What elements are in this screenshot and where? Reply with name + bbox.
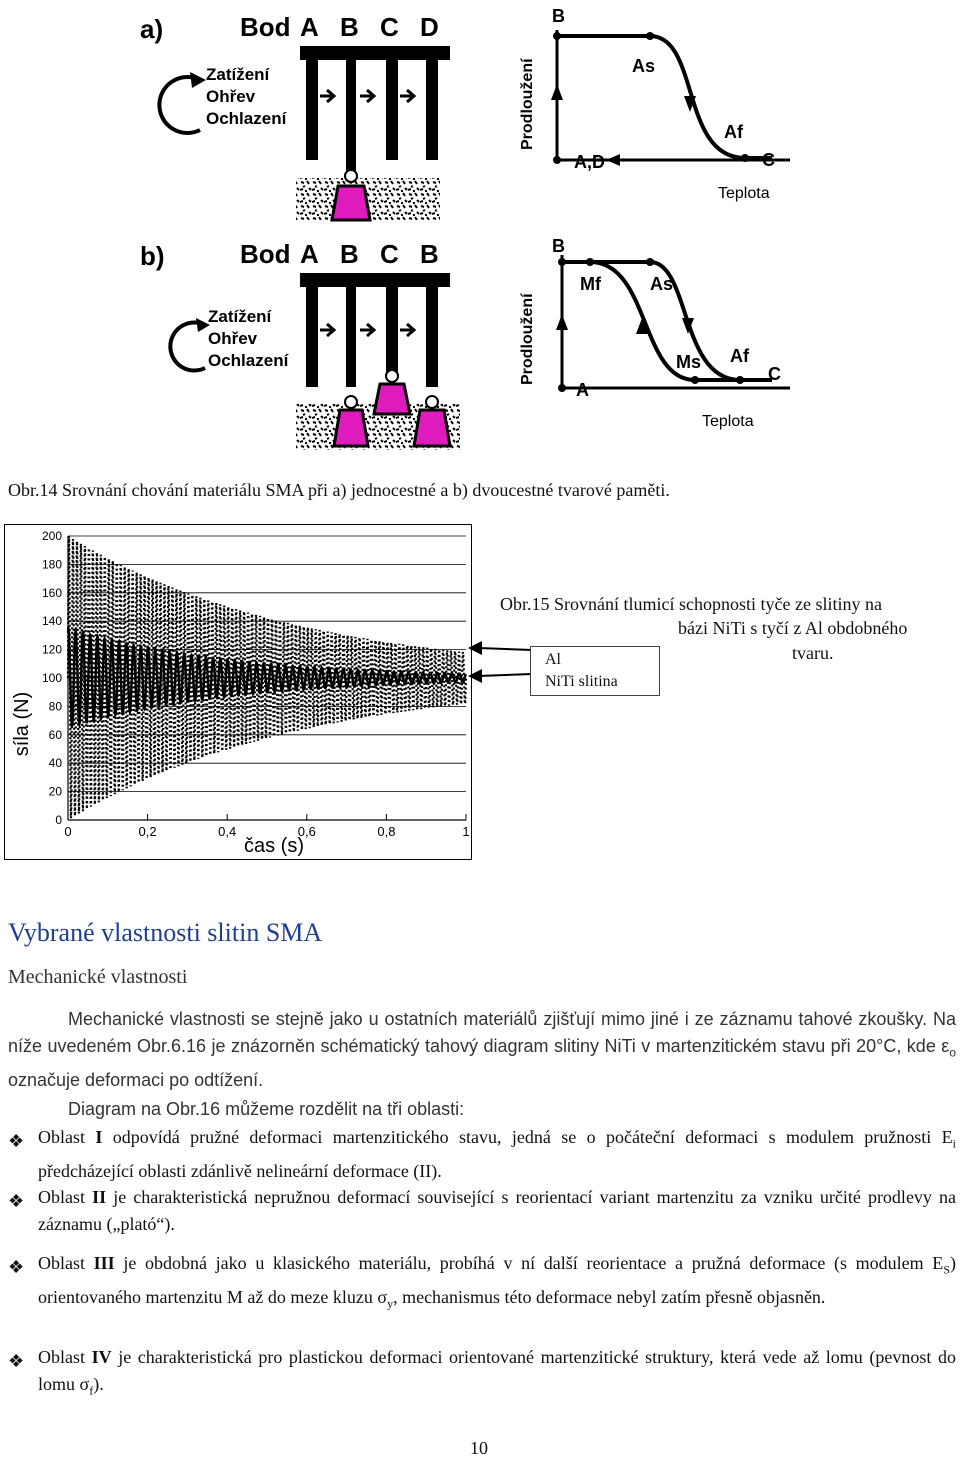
fig14a-graph-b: B (552, 6, 565, 26)
fig14a-graph-c: C (762, 150, 775, 170)
chart15-ytick: 180 (41, 557, 62, 572)
legend-al: Al (545, 651, 561, 668)
fig14a-graph-as: As (632, 56, 656, 76)
bullet-2-mark-icon: ❖ (8, 1191, 25, 1211)
chart15-xtick: 0,8 (377, 824, 396, 839)
figure-14 (0, 0, 960, 460)
bullet-1 (8, 1124, 956, 1185)
section-title: Vybrané vlastnosti slitin SMA (8, 918, 323, 947)
legend-niti: NiTi slitina (545, 673, 618, 690)
chart15-ytick: 200 (41, 529, 62, 543)
paragraph-1-end: označuje deformaci po odtížení. (8, 1069, 264, 1090)
fig15-caption-line2: bázi NiTi s tyčí z Al obdobného (678, 618, 908, 638)
fig14b-point-a: A (300, 239, 319, 269)
fig14b-weight-3-icon (414, 410, 450, 446)
chart15-legend-arrows (462, 630, 534, 690)
fig14a-graph-af: Af (724, 122, 743, 142)
bullet-3-mark-icon: ❖ (8, 1257, 25, 1277)
chart15-ytick: 140 (41, 614, 62, 629)
fig14a-cycle-1: Zatížení (206, 65, 270, 84)
bullet-4-mark-icon: ❖ (8, 1351, 25, 1371)
chart15-ytick: 100 (41, 671, 62, 685)
fig14b-cycle-3: Ochlazení (208, 351, 289, 370)
fig14b-graph-ms: Ms (676, 352, 702, 372)
chart15-ylabel: síla (N) (11, 691, 33, 757)
bullet-1-mark-icon: ❖ (8, 1131, 25, 1151)
bullet-2-text: Oblast II je charakteristická nepružnou deformací související s reorientací variant martenzitu za vzniku určité prodlevy na záznamu („plató“). (38, 1187, 957, 1234)
fig14b-graph-a: A (576, 380, 589, 400)
fig14a-point-d: D (420, 12, 439, 42)
fig14b-cycle-2: Ohřev (208, 329, 258, 348)
bullet-4-text: Oblast IV je charakteristická pro plastickou deformaci orientované martenzitické struktury, která vede až lomu (pevnost do lomu $\sigma_f$). (38, 1347, 956, 1398)
fig14b-graph-mf: Mf (580, 274, 601, 294)
chart15-ytick: 0 (55, 813, 62, 827)
fig14b-cycle-1: Zatížení (208, 307, 272, 326)
chart15-xtick: 0,6 (297, 824, 316, 839)
chart15-ytick: 80 (48, 699, 62, 714)
fig14b-weight-2-icon (374, 384, 410, 414)
bullet-3 (8, 1250, 956, 1317)
figure-15-chart (4, 524, 472, 860)
fig14a-cycle-3: Ochlazení (206, 109, 287, 128)
fig14b-graph-c: C (768, 364, 781, 384)
paragraph-2: Diagram na Obr.16 můžeme rozdělit na tři oblasti: (68, 1099, 465, 1119)
paragraph-1-sub: o (949, 1045, 956, 1060)
chart15-ytick: 20 (48, 784, 62, 799)
page-number: 10 (470, 1438, 488, 1458)
chart15-ytick: 40 (48, 756, 62, 771)
chart15-ytick: 160 (41, 585, 62, 600)
fig15-caption-line1: Obr.15 Srovnání tlumicí schopnosti tyče ze slitiny na (500, 594, 882, 614)
bullet-3-text: Oblast III je obdobná jako u klasického materiálu, probíhá v ní další reorientace a pružná deformace (s modulem $E_S$) orientovaného martenzitu M až do meze kluzu $\sigma_y$, mechanismus této deformace nebyl zatím přesně objasněn. (38, 1253, 956, 1311)
fig14b-bod: Bod (240, 239, 291, 269)
fig14b-point-b2: B (420, 239, 439, 269)
chart15-xtick: 0,2 (138, 824, 157, 839)
paragraph-1-text: Mechanické vlastnosti se stejně jako u ostatních materiálů zjišťují mimo jiné i ze záznamu tahové zkoušky. Na níže uvedeném Obr.6.16 je znázorněn schématický tahový diagram slitiny NiTi v martenzitickém stavu při 20°C, kde ε (8, 1009, 956, 1056)
fig14b-graph-b: B (552, 236, 565, 256)
chart15-ytick: 120 (41, 642, 62, 657)
fig14b-graph-af: Af (730, 346, 749, 366)
section-subtitle: Mechanické vlastnosti (8, 966, 188, 988)
fig14b-point-b: B (340, 239, 359, 269)
chart15-xtick: 0,4 (218, 824, 237, 839)
fig14a-point-b: B (340, 12, 359, 42)
bullet-2 (8, 1184, 956, 1238)
fig14a-point-a: A (300, 12, 319, 42)
fig14a-point-c: C (380, 12, 399, 42)
chart15-xtick: 0 (64, 824, 72, 839)
fig14a-label: a) (140, 14, 164, 44)
chart15-xlabel: čas (s) (244, 835, 304, 857)
fig14a-weight-icon (332, 186, 370, 220)
fig14b-weight-1-icon (334, 410, 368, 446)
fig14-caption: Obr.14 Srovnání chování materiálu SMA při a) jednocestné a b) dvoucestné tvarové paměti. (8, 480, 670, 500)
fig14b-graph-xlabel: Teplota (702, 413, 754, 430)
fig14b-graph-ylabel: Prodloužení (519, 293, 536, 385)
chart15-legend (530, 646, 660, 696)
fig14b-label: b) (140, 241, 165, 271)
fig14a-bod: Bod (240, 12, 291, 42)
bullet-1-text: Oblast I odpovídá pružné deformaci martenzitického stavu, jedná se o počáteční deformaci s modulem pružnosti $E_i$ předcházející oblasti zdánlivě nelineární deformace (II). (38, 1127, 956, 1181)
chart15-ytick: 60 (48, 727, 62, 742)
paragraph-1 (8, 1006, 956, 1094)
bullet-4 (8, 1344, 956, 1405)
fig14b-point-c: C (380, 239, 399, 269)
fig15-caption-line3: tvaru. (792, 643, 834, 663)
fig14a-graph-ad: A,D (574, 152, 605, 172)
chart15-xtick: 1 (462, 824, 470, 839)
fig14a-graph-xlabel: Teplota (718, 185, 770, 202)
fig14a-cycle-2: Ohřev (206, 87, 256, 106)
fig14b-graph-as: As (650, 274, 674, 294)
fig14a-graph-ylabel: Prodloužení (519, 58, 536, 150)
